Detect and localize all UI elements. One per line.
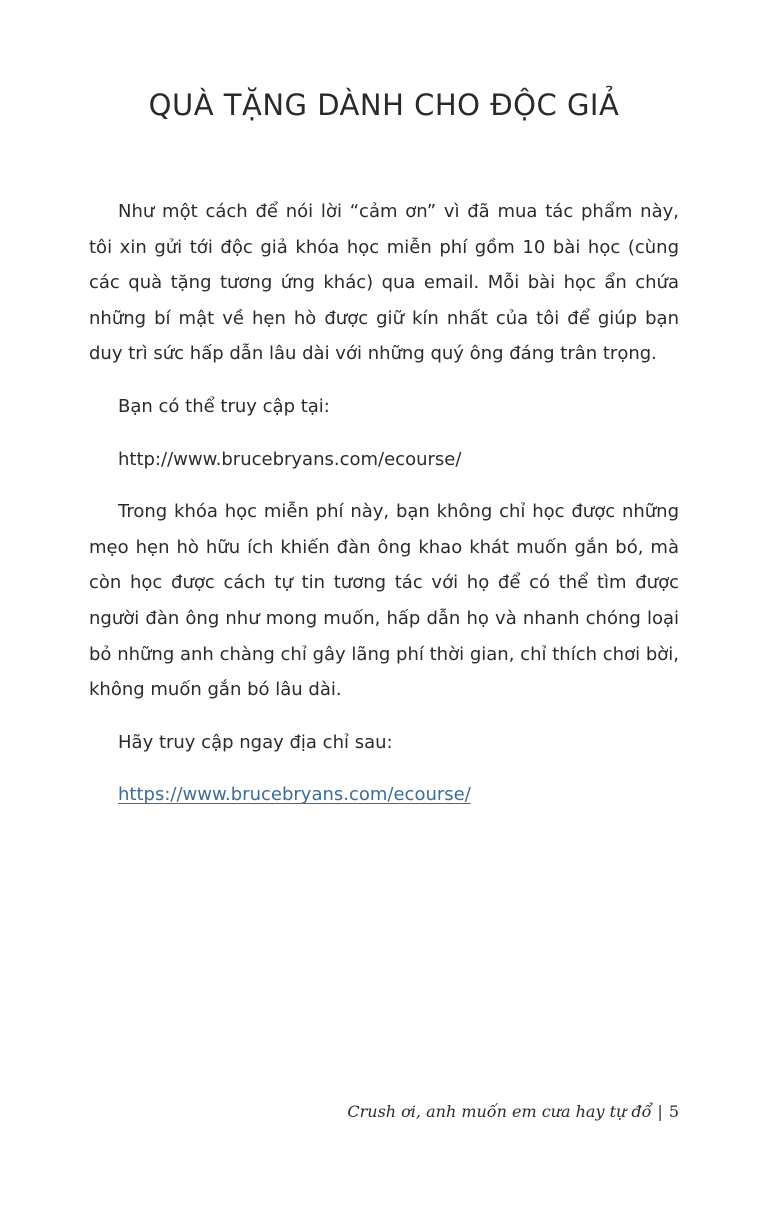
page-body [89, 194, 679, 830]
page-title: QUÀ TẶNG DÀNH CHO ĐỘC GIẢ [148, 88, 620, 122]
page-number: 5 [668, 1102, 679, 1121]
paragraph-visit: Hãy truy cập ngay địa chỉ sau: [118, 731, 393, 753]
footer-separator: | [657, 1102, 663, 1121]
paragraph-access: Bạn có thể truy cập tại: [118, 395, 330, 417]
paragraph-intro: Như một cách để nói lời “cảm ơn” vì đã mua tác phẩm này, tôi xin gửi tới độc giả khóa học miễn phí gồm 10 bài học (cùng các quà tặng tương ứng khác) qua email. Mỗi bài học ẩn chứa những bí mật về hẹn hò được giữ kín nhất của tôi để giúp bạn duy trì sức hấp dẫn lâu dài với những quý ông đáng trân trọng. [89, 201, 679, 365]
footer-book-title: Crush ơi, anh muốn em cưa hay tự đổ [347, 1102, 652, 1121]
paragraph-course: Trong khóa học miễn phí này, bạn không chỉ học được những mẹo hẹn hò hữu ích khiến đàn ông khao khát muốn gắn bó, mà còn học được cách tự tin tương tác với họ để có thể tìm được người đàn ông như mong muốn, hấp dẫn họ và nhanh chóng loại bỏ những anh chàng chỉ gây lãng phí thời gian, chỉ thích chơi bời, không muốn gắn bó lâu dài. [89, 501, 679, 701]
url-plain-text: http://www.brucebryans.com/ecourse/ [118, 448, 462, 470]
ecourse-link[interactable]: https://www.brucebryans.com/ecourse/ [118, 784, 471, 806]
page-footer [347, 1102, 679, 1121]
url-link-paragraph [89, 777, 679, 813]
